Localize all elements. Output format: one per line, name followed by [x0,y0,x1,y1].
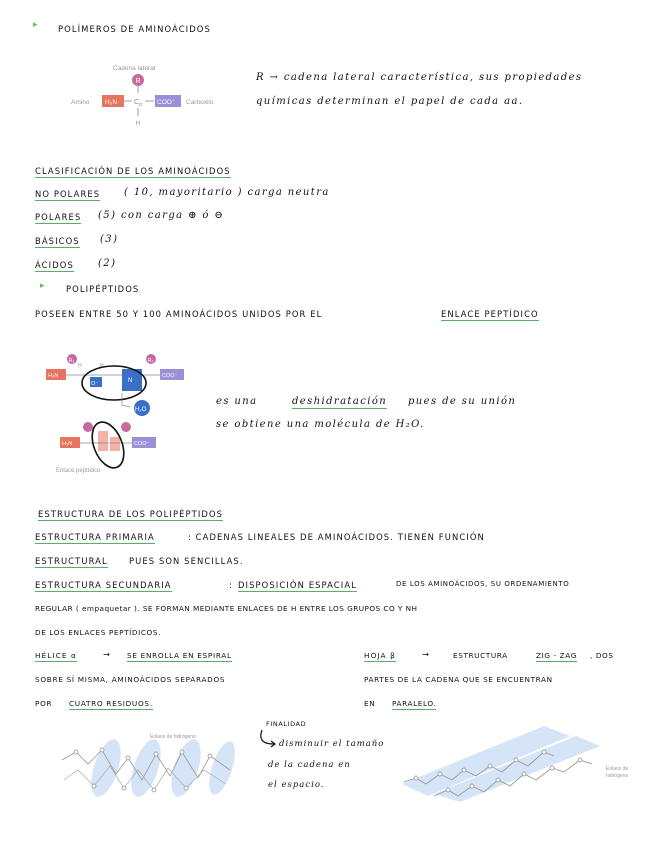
hoja-line3a: EN [364,699,376,708]
svg-text:H: H [78,363,82,369]
svg-text:Enlace de: Enlace de [606,766,629,772]
svg-text:N: N [128,378,133,384]
svg-text:α: α [139,102,142,108]
svg-text:H₃N: H₃N [105,99,118,106]
secundaria-line2: REGULAR ( empaquetar ). SE FORMAN MEDIANTE ENLACES DE H ENTRE LOS GRUPOS CO Y NH [35,604,418,613]
hoja-arrow: → [422,649,431,659]
dehydration-note-a: es una [216,396,258,407]
no-polares-text: ( 10, mayoritario ) carga neutra [124,187,330,198]
svg-text:H₂O: H₂O [135,407,147,413]
svg-text:H₃N: H₃N [62,441,73,447]
hoja-line2: PARTES DE LA CADENA QUE SE ENCUENTRAN [364,675,553,684]
svg-text:Enlace de hidrógeno: Enlace de hidrógeno [150,734,196,740]
estructura-title: ESTRUCTURA DE LOS POLIPÉPTIDOS [38,509,224,519]
finalidad-line2: de la cadena en [268,760,351,770]
svg-text:COO⁻: COO⁻ [134,441,150,447]
basicos-text: (3) [100,234,119,245]
primaria-label: ESTRUCTURA PRIMARIA [35,532,155,542]
zig-zag-term: ZIG - ZAG [536,651,577,660]
hoja-text: ESTRUCTURA [453,651,508,660]
amino-acid-diagram [68,60,238,130]
svg-text:COO⁻: COO⁻ [157,99,176,106]
svg-text:C: C [134,99,140,106]
clasificacion-title: CLASIFICACIÓN DE LOS AMINOÁCIDOS [35,166,231,176]
svg-text:H: H [100,363,104,369]
hoja-label: HOJA β [364,651,396,660]
dehydration-note-c: pues de su unión [408,396,517,407]
side-chain-label: Cadena lateral [113,65,156,72]
acidos-label: ÁCIDOS [35,260,74,270]
svg-text:Amino: Amino [71,99,90,106]
dehydration-term: deshidratación [292,396,388,407]
finalidad-line1: disminuir el tamaño [279,739,385,749]
peptide-bond-diagram [42,345,202,475]
helice-line3a: POR [35,699,53,708]
beta-sheet-image [394,722,644,802]
no-polares-label: NO POLARES [35,189,101,199]
bullet-icon: ▸ [40,281,45,291]
secundaria-text: DE LOS AMINOÁCIDOS, SU ORDENAMIENTO [396,580,570,588]
finalidad-arrow-icon [258,728,278,750]
svg-text:H₃N: H₃N [48,373,59,379]
dehydration-note-b: se obtiene una molécula de H₂O. [216,419,425,430]
basicos-label: BÁSICOS [35,236,80,246]
helice-arrow: → [103,649,112,659]
estructural-term: ESTRUCTURAL [35,556,108,566]
section-title-polimeros: POLÍMEROS DE AMINOÁCIDOS [58,24,211,34]
paralelo-term: PARALELO. [392,699,437,708]
cuatro-residuos-term: CUATRO RESIDUOS. [69,699,153,708]
r-note-line1: R → cadena lateral característica, sus propiedades [256,72,583,83]
helice-line2: SOBRE SÍ MISMA, AMINOÁCIDOS SEPARADOS [35,675,226,684]
enlace-peptidico-term: ENLACE PEPTÍDICO [441,309,539,319]
svg-text:H: H [135,120,141,127]
secundaria-colon: : [229,580,233,590]
svg-text:R: R [135,78,141,85]
primaria-text: : CADENAS LINEALES DE AMINOÁCIDOS. TIENEN FUNCIÓN [188,532,485,542]
disposicion-espacial-term: DISPOSICIÓN ESPACIAL [238,580,357,590]
svg-text:COO⁻: COO⁻ [162,373,178,379]
svg-text:O⁻: O⁻ [91,381,99,387]
polipeptidos-title: POLIPÉPTIDOS [66,284,140,294]
r-note-line2: químicas determinan el papel de cada aa. [256,96,524,107]
alpha-helix-image [58,730,238,800]
bullet-icon: ▸ [33,20,38,30]
finalidad-label: FINALIDAD [266,720,307,728]
acidos-text: (2) [98,258,117,269]
helice-text: SE ENROLLA EN ESPIRAL [127,651,232,660]
primaria-line2: PUES SON SENCILLAS. [129,556,244,566]
secundaria-line3: DE LOS ENLACES PEPTÍDICOS. [35,628,162,637]
polares-label: POLARES [35,212,82,222]
helice-label: HÉLICE α [35,651,77,660]
svg-text:Carboxilo: Carboxilo [186,99,214,106]
hoja-rest: , DOS [590,651,614,660]
svg-text:hidrógeno: hidrógeno [606,773,629,779]
polares-text: (5) con carga ⊕ ó ⊖ [98,210,225,221]
secundaria-label: ESTRUCTURA SECUNDARIA [35,580,172,590]
poseen-line: POSEEN ENTRE 50 Y 100 AMINOÁCIDOS UNIDOS POR EL [35,309,323,319]
svg-text:R₁: R₁ [68,358,75,364]
finalidad-line3: el espacio. [268,780,325,790]
svg-text:Enlace peptídico: Enlace peptídico [56,468,101,474]
svg-text:R₂: R₂ [147,358,154,364]
